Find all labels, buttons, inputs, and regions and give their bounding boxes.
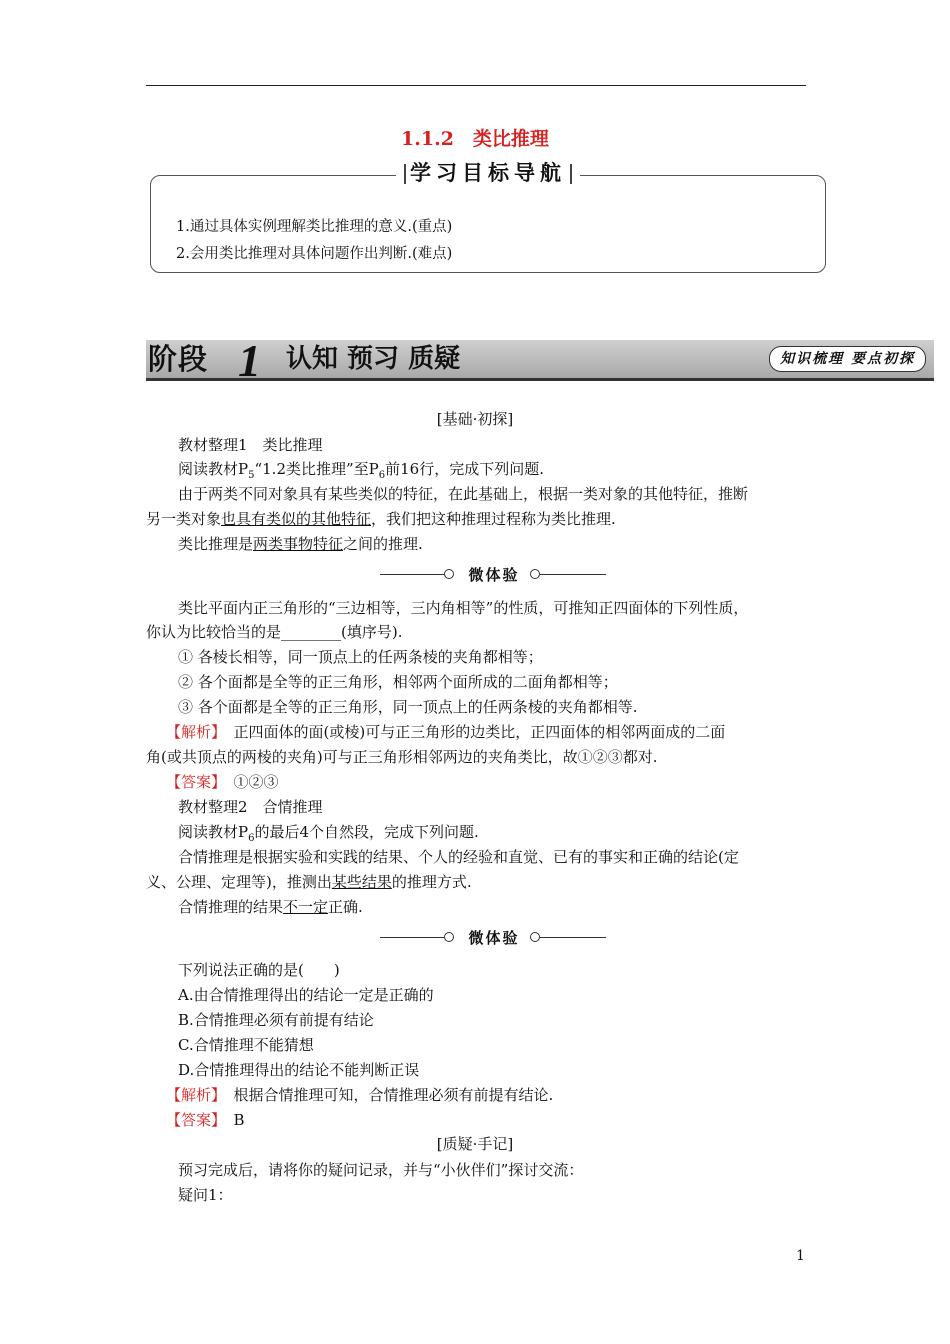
notes-prompt: 预习完成后，请将你的疑问记录，并与“小伙伴们”探讨交流： xyxy=(178,1161,584,1179)
section-title: 1.1.2 类比推理 xyxy=(401,128,549,150)
notes-heading: [质疑·手记] xyxy=(436,1135,514,1153)
underlined-blank: 也具有类似的其他特征 xyxy=(221,510,372,528)
material2-title: 教材整理2 合情推理 xyxy=(178,798,323,816)
analysis-label: 【解析】 xyxy=(166,1086,219,1104)
underlined-blank: 某些结果 xyxy=(331,873,392,891)
material2-definition-line1: 合情推理是根据实验和实践的结果、个人的经验和直觉、已有的事实和正确的结论(定 xyxy=(178,848,739,866)
exercise1-option: ② 各个面都是全等的正三角形，相邻两个面所成的二面角都相等； xyxy=(178,673,618,691)
mini-experience-divider: 微体验 xyxy=(380,927,606,947)
answer-label: 【答案】 xyxy=(166,773,219,791)
exercise1-analysis-line1: 【解析】 正四面体的面(或棱)可与正三角形的边类比，正四面体的相邻两面成的二面 xyxy=(166,723,726,741)
exercise2-option: C.合情推理不能猜想 xyxy=(178,1036,314,1054)
material1-reading: 阅读教材$P_5“1.2$类比推理”至$P_6$前16行，完成下列问题. xyxy=(178,460,544,481)
underlined-blank: 两类事物特征 xyxy=(253,535,344,553)
material2-definition-line3: 合情推理的结果不一定正确. xyxy=(178,898,363,916)
goal-item: 1.通过具体实例理解类比推理的意义.(重点) xyxy=(176,219,453,235)
heading-bar-right xyxy=(570,164,572,184)
material1-definition-line2: 另一类对象也具有类似的其他特征，我们把这种推理过程称为类比推理. xyxy=(146,510,616,528)
material1-definition-line3: 类比推理是两类事物特征之间的推理. xyxy=(178,535,423,553)
basics-heading: [基础·初探] xyxy=(436,410,514,428)
stage-label: 阶段 xyxy=(148,342,209,376)
exercise1-stem-line2: 你认为比较恰当的是________(填序号). xyxy=(146,623,403,641)
page-number: 1 xyxy=(796,1248,805,1264)
underlined-blank: 不一定 xyxy=(283,898,329,916)
answer-label: 【答案】 xyxy=(166,1111,219,1129)
analysis-label: 【解析】 xyxy=(166,723,219,741)
exercise2-option: A.由合情推理得出的结论一定是正确的 xyxy=(178,986,434,1004)
stage-tag: 知识梳理 要点初探 xyxy=(769,346,926,372)
exercise1-stem-line1: 类比平面内正三角形的“三边相等，三内角相等”的性质，可推知正四面体的下列性质， xyxy=(178,599,749,617)
material2-definition-line2: 义、公理、定理等)，推测出某些结果的推理方式. xyxy=(146,873,472,891)
material1-definition-line1: 由于两类不同对象具有某些类似的特征，在此基础上，根据一类对象的其他特征，推断 xyxy=(178,485,749,503)
material2-reading: 阅读教材$P_6$的最后4个自然段，完成下列问题. xyxy=(178,823,479,844)
question-1-label: 疑问1： xyxy=(178,1186,233,1204)
mini-experience-divider: 微体验 xyxy=(380,564,606,584)
learning-goals-heading: 学习目标导航 xyxy=(396,158,580,188)
exercise2-option: B.合情推理必须有前提有结论 xyxy=(178,1011,374,1029)
exercise2-stem: 下列说法正确的是( ) xyxy=(178,961,340,979)
exercise1-answer: 【答案】 ①②③ xyxy=(166,773,279,791)
exercise2-answer: 【答案】 B xyxy=(166,1111,245,1129)
goal-item: 2.会用类比推理对具体问题作出判断.(难点) xyxy=(176,246,453,262)
exercise1-analysis-line2: 角(或共顶点的两棱的夹角)可与正三角形相邻两边的夹角类比，故①②③都对. xyxy=(146,748,658,766)
exercise1-option: ① 各棱长相等，同一顶点上的任两条棱的夹角都相等； xyxy=(178,648,543,666)
header-rule xyxy=(146,85,806,86)
exercise2-option: D.合情推理得出的结论不能判断正误 xyxy=(178,1061,420,1079)
exercise2-analysis: 【解析】 根据合情推理可知，合情推理必须有前提有结论. xyxy=(166,1086,554,1104)
stage-title: 认知 预习 质疑 xyxy=(286,344,461,374)
stage-number: 1 xyxy=(238,335,261,386)
material1-title: 教材整理1 类比推理 xyxy=(178,436,323,454)
stage-banner xyxy=(146,335,934,386)
exercise1-option: ③ 各个面都是全等的正三角形，同一顶点上的任两条棱的夹角都相等. xyxy=(178,698,638,716)
heading-bar-left xyxy=(404,164,406,184)
